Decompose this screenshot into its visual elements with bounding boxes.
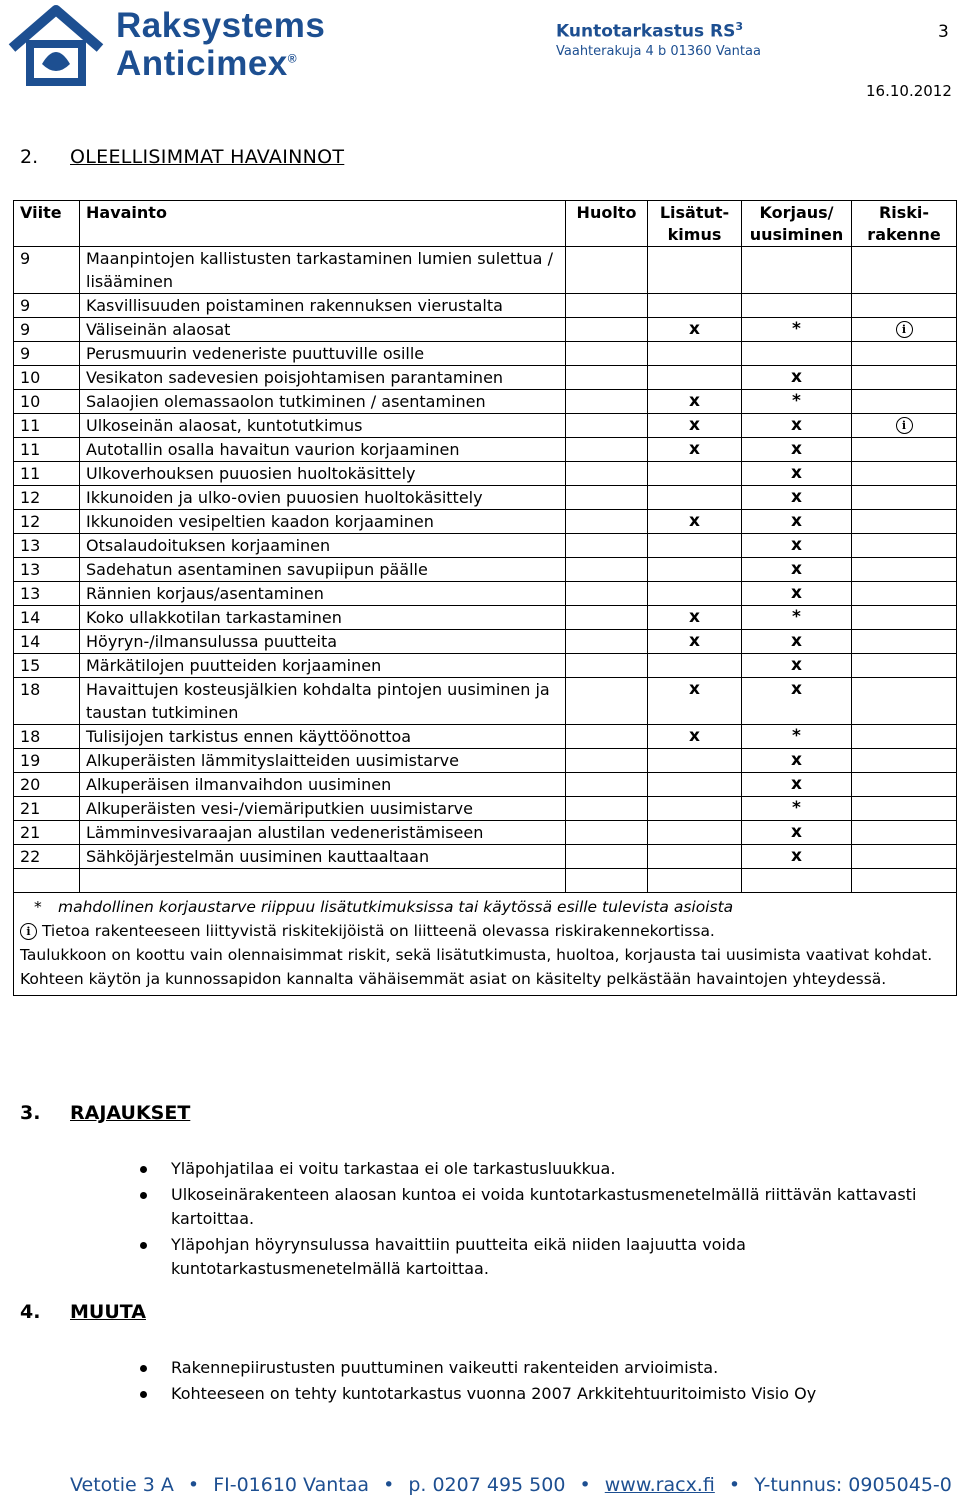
cell-havainto: Alkuperäisten lämmityslaitteiden uusimistarve	[80, 749, 566, 773]
cell-havainto: Ikkunoiden vesipeltien kaadon korjaaminen	[80, 510, 566, 534]
table-row	[14, 582, 957, 606]
table-row	[14, 725, 957, 749]
cell-huolto	[566, 678, 648, 725]
cell-korjaus: x	[742, 749, 852, 773]
empty-cell	[80, 869, 566, 893]
cell-havainto: Ulkoverhouksen puuosien huoltokäsittely	[80, 462, 566, 486]
cell-riskirakenne	[852, 294, 957, 318]
cell-riskirakenne	[852, 821, 957, 845]
footer-separator: •	[383, 1474, 395, 1496]
document-title: Kuntotarkastus $RS^3$	[556, 20, 744, 42]
document-title-superscript: 3	[735, 20, 744, 33]
cell-huolto	[566, 797, 648, 821]
empty-cell	[742, 869, 852, 893]
cell-korjaus: *	[742, 797, 852, 821]
cell-riskirakenne	[852, 534, 957, 558]
cell-huolto	[566, 366, 648, 390]
footer-website-link[interactable]: www.racx.fi	[604, 1474, 715, 1496]
notes-row	[14, 893, 957, 996]
cell-riskirakenne	[852, 725, 957, 749]
cell-korjaus: *	[742, 725, 852, 749]
cell-huolto	[566, 749, 648, 773]
info-icon: i	[20, 923, 37, 940]
section-4-heading	[20, 1301, 146, 1323]
table-row	[14, 486, 957, 510]
cell-havainto: Autotallin osalla havaitun vaurion korjaaminen	[80, 438, 566, 462]
column-header-huolto: Huolto	[566, 201, 648, 247]
cell-riskirakenne	[852, 749, 957, 773]
cell-viite: 13	[14, 558, 80, 582]
cell-riskirakenne	[852, 606, 957, 630]
cell-korjaus	[742, 294, 852, 318]
cell-huolto	[566, 318, 648, 342]
table-row	[14, 630, 957, 654]
cell-viite: 9	[14, 294, 80, 318]
cell-viite: 9	[14, 318, 80, 342]
cell-viite: 21	[14, 797, 80, 821]
cell-viite: 20	[14, 773, 80, 797]
cell-huolto	[566, 414, 648, 438]
cell-havainto: Tulisijojen tarkistus ennen käyttöönottoa	[80, 725, 566, 749]
table-row	[14, 606, 957, 630]
cell-lisatutkimus	[648, 486, 742, 510]
section-title: OLEELLISIMMAT HAVAINNOT	[70, 146, 345, 168]
cell-lisatutkimus	[648, 773, 742, 797]
other-list	[140, 1356, 940, 1408]
table-row	[14, 773, 957, 797]
cell-riskirakenne	[852, 318, 957, 342]
table-row	[14, 678, 957, 725]
list-item: Ulkoseinärakenteen alaosan kuntoa ei voida kuntotarkastusmenetelmällä riittävän kattavasti kartoittaa.	[140, 1183, 940, 1231]
cell-havainto: Sähköjärjestelmän uusiminen kauttaaltaan	[80, 845, 566, 869]
cell-lisatutkimus: x	[648, 630, 742, 654]
table-row	[14, 845, 957, 869]
cell-riskirakenne	[852, 773, 957, 797]
cell-korjaus: *	[742, 606, 852, 630]
list-item: Yläpohjan höyrynsulussa havaittiin puutteita eikä niiden laajuutta voida kuntotarkastusmenetelmällä kartoittaa.	[140, 1233, 940, 1281]
cell-riskirakenne	[852, 342, 957, 366]
cell-korjaus: *	[742, 390, 852, 414]
cell-havainto: Väliseinän alaosat	[80, 318, 566, 342]
cell-viite: 11	[14, 414, 80, 438]
table-header-row	[14, 201, 957, 247]
footer-separator: •	[728, 1474, 741, 1496]
table-row	[14, 749, 957, 773]
cell-riskirakenne	[852, 582, 957, 606]
empty-cell	[648, 869, 742, 893]
table-row	[14, 318, 957, 342]
cell-havainto: Lämminvesivaraajan alustilan vedeneristämiseen	[80, 821, 566, 845]
footer-separator: •	[187, 1474, 200, 1496]
cell-korjaus: x	[742, 462, 852, 486]
cell-viite: 11	[14, 462, 80, 486]
cell-huolto	[566, 342, 648, 366]
asterisk-symbol: *	[34, 898, 42, 916]
footer-postal: FI-01610 Vantaa	[213, 1474, 370, 1496]
cell-huolto	[566, 486, 648, 510]
cell-riskirakenne	[852, 486, 957, 510]
cell-lisatutkimus	[648, 797, 742, 821]
table-row	[14, 294, 957, 318]
cell-huolto	[566, 582, 648, 606]
cell-havainto: Rännien korjaus/asentaminen	[80, 582, 566, 606]
table-row	[14, 510, 957, 534]
cell-riskirakenne	[852, 462, 957, 486]
cell-viite: 10	[14, 366, 80, 390]
table-row	[14, 247, 957, 294]
empty-cell	[852, 869, 957, 893]
cell-huolto	[566, 654, 648, 678]
cell-viite: 18	[14, 725, 80, 749]
table-row	[14, 414, 957, 438]
note-summary: Taulukkoon on koottu vain olennaisimmat riskit, sekä lisätutkimusta, huoltoa, korjausta tai uusimista vaativat kohdat. Kohteen käytön ja kunnossapidon kannalta vähäisemmät asiat on käsitelty pelkästään havaintojen yhteydessä.	[20, 946, 933, 988]
cell-havainto: Maanpintojen kallistusten tarkastaminen lumien sulettua / lisääminen	[80, 247, 566, 294]
registered-mark: ®	[287, 51, 298, 66]
cell-korjaus: x	[742, 773, 852, 797]
table-row	[14, 462, 957, 486]
table-row	[14, 534, 957, 558]
cell-huolto	[566, 438, 648, 462]
column-header-lisatutkimus: Lisätut-kimus	[648, 201, 742, 247]
cell-korjaus: x	[742, 438, 852, 462]
table-row	[14, 390, 957, 414]
cell-huolto	[566, 558, 648, 582]
footer-phone: p. 0207 495 500	[408, 1474, 566, 1496]
cell-havainto: Kasvillisuuden poistaminen rakennuksen vierustalta	[80, 294, 566, 318]
cell-viite: 9	[14, 342, 80, 366]
info-icon: i	[896, 321, 913, 338]
cell-riskirakenne	[852, 390, 957, 414]
cell-havainto: Perusmuurin vedeneriste puuttuville osille	[80, 342, 566, 366]
cell-riskirakenne	[852, 558, 957, 582]
column-header-korjaus: Korjaus/ uusiminen	[742, 201, 852, 247]
cell-lisatutkimus	[648, 821, 742, 845]
note-info	[20, 919, 950, 943]
info-icon: i	[896, 417, 913, 434]
cell-havainto: Koko ullakkotilan tarkastaminen	[80, 606, 566, 630]
cell-huolto	[566, 390, 648, 414]
column-header-havainto: Havainto	[80, 201, 566, 247]
cell-viite: 13	[14, 534, 80, 558]
section-number: 3.	[20, 1102, 41, 1124]
table-row	[14, 797, 957, 821]
column-header-viite: Viite	[14, 201, 80, 247]
empty-cell	[14, 869, 80, 893]
cell-havainto: Alkuperäisten vesi-/viemäriputkien uusimistarve	[80, 797, 566, 821]
company-logo	[8, 4, 328, 86]
section-title: RAJAUKSET	[70, 1102, 191, 1124]
page-number: 3	[938, 22, 949, 42]
cell-havainto: Ikkunoiden ja ulko-ovien puuosien huoltokäsittely	[80, 486, 566, 510]
limitations-list	[140, 1157, 940, 1283]
cell-korjaus: x	[742, 486, 852, 510]
cell-korjaus: x	[742, 821, 852, 845]
table-row	[14, 654, 957, 678]
cell-lisatutkimus: x	[648, 318, 742, 342]
cell-lisatutkimus: x	[648, 725, 742, 749]
table-row	[14, 558, 957, 582]
cell-havainto: Ulkoseinän alaosat, kuntotutkimus	[80, 414, 566, 438]
brand-name-line2: Anticimex®	[116, 44, 298, 83]
cell-korjaus: *	[742, 318, 852, 342]
cell-lisatutkimus: x	[648, 606, 742, 630]
cell-riskirakenne	[852, 654, 957, 678]
cell-riskirakenne	[852, 678, 957, 725]
cell-riskirakenne	[852, 797, 957, 821]
cell-korjaus: x	[742, 630, 852, 654]
footer-business-id: Y-tunnus: 0905045-0	[754, 1474, 952, 1496]
cell-lisatutkimus	[648, 654, 742, 678]
cell-lisatutkimus	[648, 462, 742, 486]
cell-korjaus: x	[742, 558, 852, 582]
cell-korjaus	[742, 342, 852, 366]
cell-havainto: Vesikaton sadevesien poisjohtamisen parantaminen	[80, 366, 566, 390]
cell-huolto	[566, 606, 648, 630]
property-address: Vaahterakuja 4 b 01360 Vantaa	[556, 44, 761, 59]
cell-lisatutkimus	[648, 749, 742, 773]
cell-riskirakenne	[852, 438, 957, 462]
list-item: Kohteeseen on tehty kuntotarkastus vuonna 2007 Arkkitehtuuritoimisto Visio Oy	[140, 1382, 940, 1406]
cell-viite: 12	[14, 510, 80, 534]
cell-viite: 14	[14, 606, 80, 630]
cell-havainto: Otsalaudoituksen korjaaminen	[80, 534, 566, 558]
cell-viite: 14	[14, 630, 80, 654]
cell-viite: 21	[14, 821, 80, 845]
cell-viite: 13	[14, 582, 80, 606]
list-item: Yläpohjatilaa ei voitu tarkastaa ei ole tarkastusluukkua.	[140, 1157, 940, 1181]
cell-huolto	[566, 845, 648, 869]
cell-riskirakenne	[852, 366, 957, 390]
list-item: Rakennepiirustusten puuttuminen vaikeutti rakenteiden arvioimista.	[140, 1356, 940, 1380]
table-row	[14, 366, 957, 390]
cell-havainto: Sadehatun asentaminen savupiipun päälle	[80, 558, 566, 582]
section-3-heading	[20, 1102, 190, 1124]
cell-lisatutkimus	[648, 294, 742, 318]
cell-viite: 9	[14, 247, 80, 294]
cell-viite: 11	[14, 438, 80, 462]
document-date: 16.10.2012	[866, 82, 952, 100]
notes-cell	[14, 893, 957, 996]
cell-huolto	[566, 534, 648, 558]
cell-huolto	[566, 462, 648, 486]
cell-havainto: Höyryn-/ilmansulussa puutteita	[80, 630, 566, 654]
cell-viite: 15	[14, 654, 80, 678]
logo-house-icon	[8, 4, 112, 86]
cell-lisatutkimus	[648, 342, 742, 366]
cell-havainto: Märkätilojen puutteiden korjaaminen	[80, 654, 566, 678]
cell-lisatutkimus	[648, 366, 742, 390]
cell-riskirakenne	[852, 414, 957, 438]
cell-lisatutkimus: x	[648, 390, 742, 414]
brand-name-line1: Raksystems	[116, 6, 326, 45]
cell-korjaus: x	[742, 510, 852, 534]
section-number: 2.	[20, 146, 39, 168]
cell-korjaus	[742, 247, 852, 294]
section-2-heading	[20, 146, 344, 168]
cell-lisatutkimus	[648, 534, 742, 558]
section-title: MUUTA	[70, 1301, 146, 1323]
cell-riskirakenne	[852, 510, 957, 534]
cell-lisatutkimus	[648, 845, 742, 869]
cell-lisatutkimus	[648, 558, 742, 582]
cell-huolto	[566, 773, 648, 797]
cell-viite: 19	[14, 749, 80, 773]
cell-korjaus: x	[742, 654, 852, 678]
cell-riskirakenne	[852, 845, 957, 869]
cell-huolto	[566, 630, 648, 654]
empty-row	[14, 869, 957, 893]
cell-riskirakenne	[852, 630, 957, 654]
section-number: 4.	[20, 1301, 41, 1323]
cell-riskirakenne	[852, 247, 957, 294]
note-asterisk	[20, 895, 950, 919]
page-footer	[70, 1474, 952, 1496]
note-asterisk-text: mahdollinen korjaustarve riippuu lisätutkimuksissa tai käytössä esille tulevista asioista	[58, 898, 734, 916]
cell-viite: 18	[14, 678, 80, 725]
footer-separator: •	[579, 1474, 591, 1496]
cell-korjaus: x	[742, 534, 852, 558]
cell-havainto: Salaojien olemassaolon tutkiminen / asentaminen	[80, 390, 566, 414]
cell-huolto	[566, 247, 648, 294]
observations-table	[13, 200, 957, 996]
empty-cell	[566, 869, 648, 893]
table-row	[14, 438, 957, 462]
cell-havainto: Havaittujen kosteusjälkien kohdalta pintojen uusiminen ja taustan tutkiminen	[80, 678, 566, 725]
cell-huolto	[566, 294, 648, 318]
cell-korjaus: x	[742, 845, 852, 869]
cell-korjaus: x	[742, 366, 852, 390]
cell-lisatutkimus: x	[648, 438, 742, 462]
cell-korjaus: x	[742, 414, 852, 438]
cell-korjaus: x	[742, 678, 852, 725]
cell-huolto	[566, 725, 648, 749]
cell-huolto	[566, 510, 648, 534]
cell-lisatutkimus: x	[648, 414, 742, 438]
cell-viite: 22	[14, 845, 80, 869]
cell-havainto: Alkuperäisen ilmanvaihdon uusiminen	[80, 773, 566, 797]
table-row	[14, 342, 957, 366]
column-header-riskirakenne: Riski-rakenne	[852, 201, 957, 247]
cell-korjaus: x	[742, 582, 852, 606]
cell-viite: 12	[14, 486, 80, 510]
cell-lisatutkimus: x	[648, 678, 742, 725]
cell-huolto	[566, 821, 648, 845]
cell-lisatutkimus	[648, 582, 742, 606]
cell-lisatutkimus: x	[648, 510, 742, 534]
note-info-text: Tietoa rakenteeseen liittyvistä riskitekijöistä on liitteenä olevassa riskirakennekortissa.	[41, 922, 715, 940]
cell-lisatutkimus	[648, 247, 742, 294]
footer-street: Vetotie 3 A	[70, 1474, 174, 1496]
cell-viite: 10	[14, 390, 80, 414]
table-row	[14, 821, 957, 845]
